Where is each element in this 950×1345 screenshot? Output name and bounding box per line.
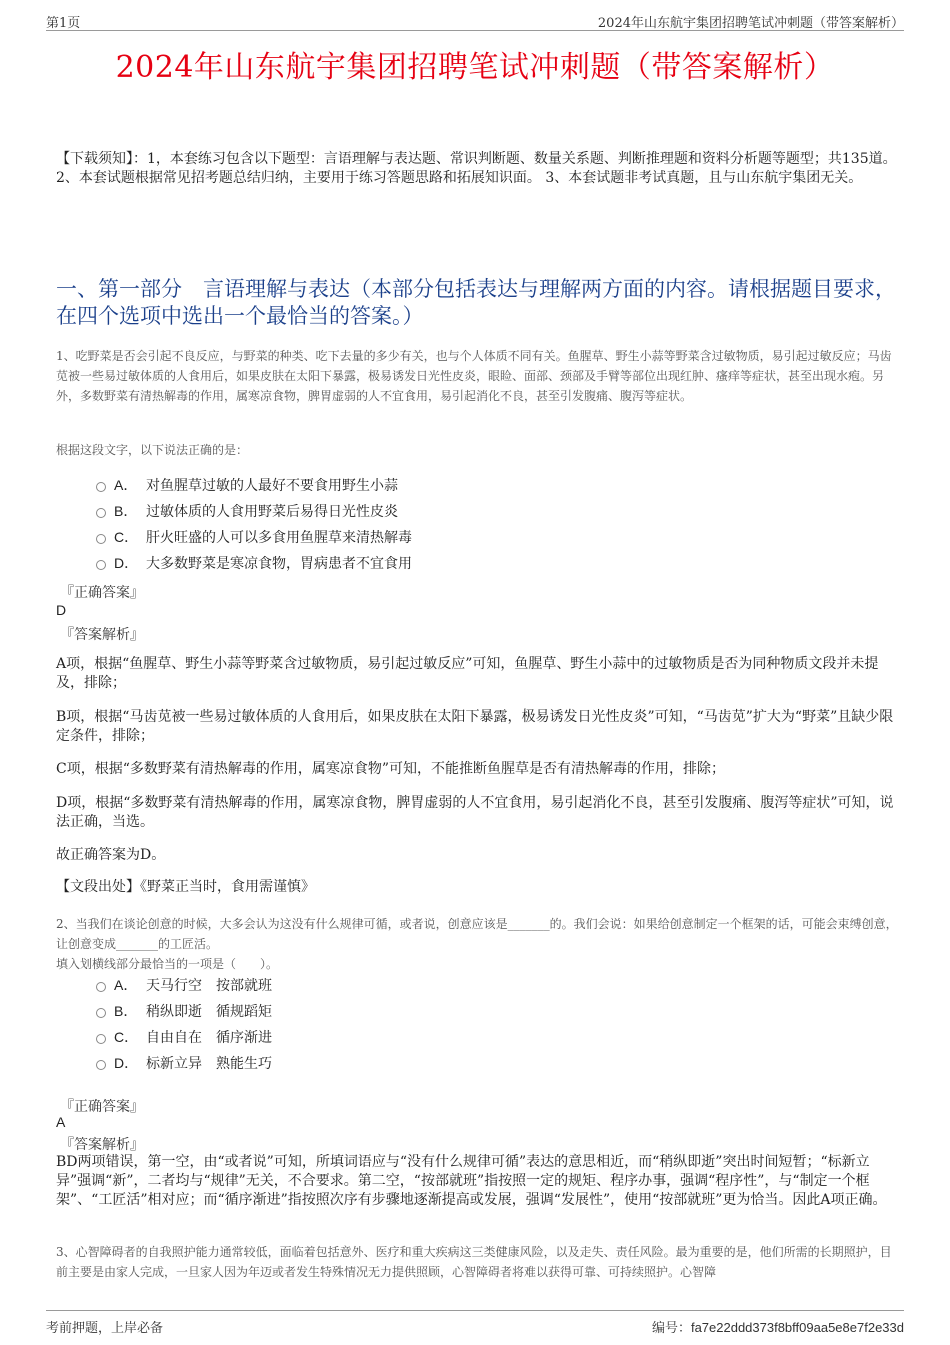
radio-icon[interactable] xyxy=(96,482,106,492)
q1-answer: D xyxy=(56,602,67,618)
q2-analysis-label: 『答案解析』 xyxy=(60,1137,144,1153)
q1-analysis-b: B项，根据“马齿苋被一些易过敏体质的人食用后，如果皮肤在太阳下暴露，极易诱发日光性皮炎”可知，“马齿苋”扩大为“野菜”且缺少限定条件，排除； xyxy=(56,709,894,744)
radio-icon[interactable] xyxy=(96,1060,106,1070)
radio-icon[interactable] xyxy=(96,534,106,544)
footer-code: 编号：fa7e22ddd373f8bff09aa5e8e7f2e33d xyxy=(651,1320,904,1336)
q2-options xyxy=(96,972,272,1076)
q2-analysis: BD两项错误，第一空，由“或者说”可知，所填词语应与“没有什么规律可循”表达的意思相近，而“稍纵即逝”突出时间短暂；“标新立异”强调“新”，二者均与“规律”无关，不合要求。第二空，“按部就班”指按照一定的规矩、程序办事，强调“程序性”，与“制定一个框架”、“工匠活”相对应；而“循序渐进”指按照次序有步骤地逐渐提高或发展，强调“发展性”，使用“按部就班”更为恰当。因此A项正确。 xyxy=(56,1154,887,1208)
radio-icon[interactable] xyxy=(96,982,106,992)
q3-stem: 3、心智障碍者的自我照护能力通常较低，面临着包括意外、医疗和重大疾病这三类健康风险，以及走失、责任风险。最为重要的是，他们所需的长期照护，目前主要是由家人完成，一旦家人因为年迈或者发生特殊情况无力提供照顾，心智障碍者将难以获得可靠、可持续照护。心智障 xyxy=(56,1245,892,1279)
q2-option-d[interactable]: D． 标新立异 熟能生巧 xyxy=(96,1050,272,1076)
q1-options xyxy=(96,472,412,576)
document-title: 2024年山东航宇集团招聘笔试冲刺题（带答案解析） xyxy=(115,50,835,85)
section-heading: 一、第一部分 言语理解与表达（本部分包括表达与理解两方面的内容。请根据题目要求，在四个选项中选出一个最恰当的答案。） xyxy=(56,277,896,328)
radio-icon[interactable] xyxy=(96,508,106,518)
page-footer xyxy=(46,1310,904,1339)
page-header xyxy=(46,0,904,31)
q2-option-b[interactable]: B． 稍纵即逝 循规蹈矩 xyxy=(96,998,272,1024)
q1-analysis-label: 『答案解析』 xyxy=(60,627,144,643)
footer-slogan: 考前押题，上岸必备 xyxy=(46,1321,164,1336)
q1-correct-answer-label: 『正确答案』 xyxy=(60,585,144,601)
q2-option-c[interactable]: C． 自由自在 循序渐进 xyxy=(96,1024,272,1050)
q2-correct-answer-label: 『正确答案』 xyxy=(60,1099,144,1115)
download-notice: 【下载须知】：1，本套练习包含以下题型：言语理解与表达题、常识判断题、数量关系题、判断推理题和资料分析题等题型；共135道。 2、本套试题根据常见招考题总结归纳，主要用于练习答题思路和拓展知识面。 3、本套试题非考试真题，且与山东航宇集团无关。 xyxy=(56,151,897,186)
q1-analysis-a: A项，根据“鱼腥草、野生小蒜等野菜含过敏物质，易引起过敏反应”可知，鱼腥草、野生小蒜中的过敏物质是否为同种物质文段并未提及，排除； xyxy=(56,656,879,691)
q2-option-a[interactable]: A． 天马行空 按部就班 xyxy=(96,972,272,998)
q1-analysis-d: D项，根据“多数野菜有清热解毒的作用，属寒凉食物，脾胃虚弱的人不宜食用，易引起消化不良，甚至引发腹痛、腹泻等症状”可知，说法正确，当选。 xyxy=(56,795,894,830)
q1-option-a[interactable]: A． 对鱼腥草过敏的人最好不要食用野生小蒜 xyxy=(96,472,412,498)
header-doc-title: 2024年山东航宇集团招聘笔试冲刺题（带答案解析） xyxy=(597,16,904,31)
q1-stem: 1、吃野菜是否会引起不良反应，与野菜的种类、吃下去量的多少有关，也与个人体质不同有关。鱼腥草、野生小蒜等野菜含过敏物质，易引起过敏反应；马齿苋被一些易过敏体质的人食用后，如果皮肤在太阳下暴露，极易诱发日光性皮炎，眼睑、面部、颈部及手臂等部位出现红肿、瘙痒等症状，甚至出现水疱。另外，多数野菜有清热解毒的作用，属寒凉食物，脾胃虚弱的人不宜食用，易引起消化不良，甚至引发腹痛、腹泻等症状。 xyxy=(56,349,892,403)
q1-conclusion: 故正确答案为D。 xyxy=(56,847,166,863)
q2-prompt: 填入划横线部分最恰当的一项是（ ）。 xyxy=(56,957,279,971)
q2-stem: 2、当我们在谈论创意的时候，大多会认为这没有什么规律可循，或者说，创意应该是_______的。我们会说：如果给创意制定一个框架的话，可能会束缚创意，让创意变成_______的工匠活。 xyxy=(56,917,898,951)
q1-option-c[interactable]: C． 肝火旺盛的人可以多食用鱼腥草来清热解毒 xyxy=(96,524,412,550)
q2-answer: A xyxy=(56,1114,66,1130)
radio-icon[interactable] xyxy=(96,1034,106,1044)
radio-icon[interactable] xyxy=(96,1008,106,1018)
q1-source: 【文段出处】《野菜正当时，食用需谨慎》 xyxy=(56,879,315,895)
page-number: 第1页 xyxy=(46,16,81,31)
q1-analysis-c: C项，根据“多数野菜有清热解毒的作用，属寒凉食物”可知，不能推断鱼腥草是否有清热解毒的作用，排除； xyxy=(56,761,726,777)
q1-prompt: 根据这段文字，以下说法正确的是： xyxy=(56,443,249,457)
radio-icon[interactable] xyxy=(96,560,106,570)
q1-option-b[interactable]: B． 过敏体质的人食用野菜后易得日光性皮炎 xyxy=(96,498,412,524)
q1-option-d[interactable]: D． 大多数野菜是寒凉食物，胃病患者不宜食用 xyxy=(96,550,412,576)
